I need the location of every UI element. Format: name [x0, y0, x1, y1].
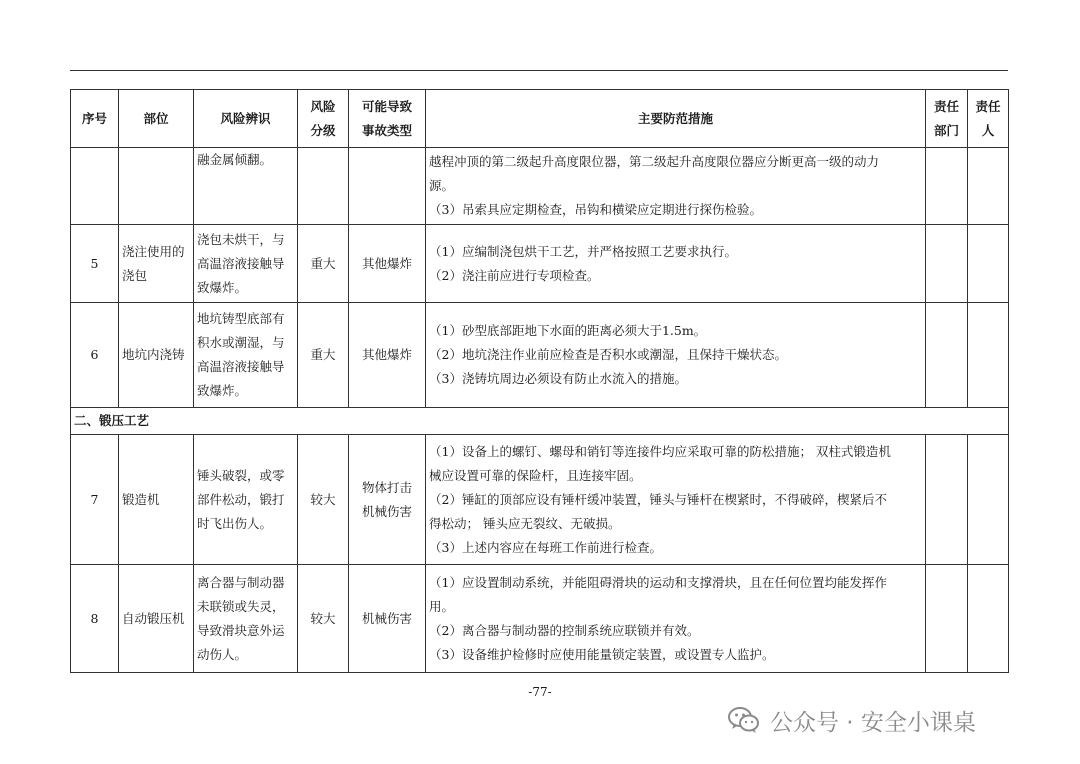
watermark	[728, 702, 976, 738]
table-row-5	[71, 225, 1009, 303]
table-row-6	[71, 303, 1009, 408]
accident-cell: 机械伤害	[349, 565, 426, 673]
level-cell: 重大	[298, 303, 349, 408]
risk-cell: 浇包未烘干，与 高温溶液接触导 致爆炸。	[194, 225, 298, 303]
section-row	[71, 408, 1009, 435]
measures-cell: （1）应设置制动系统，并能阻碍滑块的运动和支撑滑块，且在任何位置均能发挥作 用。 （2）离合器与制动器的控制系统应联锁并有效。 （3）设备维护检修时应使用能量锁定装置，或设置专人监护。	[426, 565, 926, 673]
col-header-dept: 责任 部门	[926, 90, 968, 148]
table-header-row	[71, 90, 1009, 148]
table-row-7	[71, 435, 1009, 565]
part-cell: 浇注使用的 浇包	[119, 225, 194, 303]
wechat-icon	[728, 706, 760, 734]
level-cell: 重大	[298, 225, 349, 303]
accident-cell: 其他爆炸	[349, 303, 426, 408]
row-no: 5	[71, 225, 119, 303]
table-row-continued	[71, 148, 1009, 225]
col-header-measures: 主要防范措施	[426, 90, 926, 148]
level-cell: 较大	[298, 565, 349, 673]
risk-cell: 融金属倾翻。	[194, 148, 298, 225]
row-no: 7	[71, 435, 119, 565]
accident-cell: 物体打击 机械伤害	[349, 435, 426, 565]
risk-cell: 锤头破裂，或零 部件松动，锻打 时飞出伤人。	[194, 435, 298, 565]
risk-cell: 离合器与制动器 未联锁或失灵， 导致滑块意外运 动伤人。	[194, 565, 298, 673]
part-cell: 地坑内浇铸	[119, 303, 194, 408]
col-header-person: 责任 人	[968, 90, 1009, 148]
section-title: 二、锻压工艺	[71, 408, 1009, 435]
col-header-no: 序号	[71, 90, 119, 148]
risk-table	[70, 89, 1009, 673]
table-row-8	[71, 565, 1009, 673]
measures-cell: （1）设备上的螺钉、螺母和销钉等连接件均应采取可靠的防松措施； 双柱式锻造机 械应设置可靠的保险杆，且连接牢固。 （2）锤缸的顶部应设有锤杆缓冲装置，锤头与锤杆在楔紧时，不得破碎，楔紧后不 得松动； 锤头应无裂纹、无破损。 （3）上述内容应在每班工作前进行检查。	[426, 435, 926, 565]
measures-cell: （1）应编制浇包烘干工艺，并严格按照工艺要求执行。 （2）浇注前应进行专项检查。	[426, 225, 926, 303]
header-rule	[70, 70, 1008, 71]
col-header-part: 部位	[119, 90, 194, 148]
row-no: 8	[71, 565, 119, 673]
level-cell: 较大	[298, 435, 349, 565]
col-header-risk: 风险辨识	[194, 90, 298, 148]
row-no: 6	[71, 303, 119, 408]
part-cell: 自动锻压机	[119, 565, 194, 673]
measures-cell: 越程冲顶的第二级起升高度限位器，第二级起升高度限位器应分断更高一级的动力 源。 （3）吊索具应定期检查，吊钩和横梁应定期进行探伤检验。	[426, 148, 926, 225]
watermark-text: 公众号 · 安全小课桌	[770, 709, 976, 736]
accident-cell: 其他爆炸	[349, 225, 426, 303]
page-number: -77-	[528, 685, 552, 699]
part-cell: 锻造机	[119, 435, 194, 565]
col-header-accident: 可能导致 事故类型	[349, 90, 426, 148]
measures-cell: （1）砂型底部距地下水面的距离必须大于1.5m。 （2）地坑浇注作业前应检查是否积水或潮湿，且保持干燥状态。 （3）浇铸坑周边必须设有防止水流入的措施。	[426, 303, 926, 408]
col-header-level: 风险 分级	[298, 90, 349, 148]
risk-cell: 地坑铸型底部有 积水或潮湿，与 高温溶液接触导 致爆炸。	[194, 303, 298, 408]
